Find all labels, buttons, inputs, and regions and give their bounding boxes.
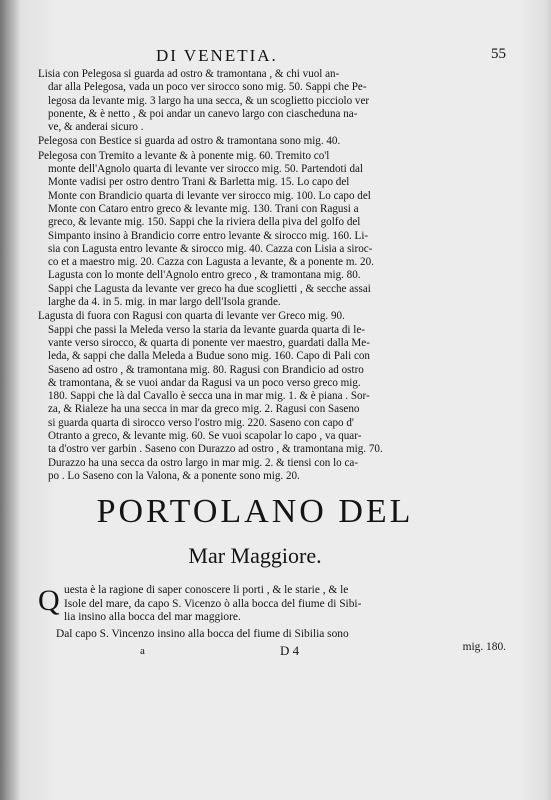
section-title: PORTOLANO DEL	[96, 493, 414, 530]
text-line: ta d'ostro ver garbin . Saseno con Durazzo ad ostro , & tramontana mig. 70.	[48, 443, 383, 456]
paragraph	[38, 68, 508, 134]
running-title: DI VENETIA.	[156, 46, 278, 65]
text-line: Lagusta con lo monte dell'Agnolo entro greco , & tramontana mig. 80.	[48, 269, 361, 282]
text-line: Sappi che passi la Meleda verso la staria da levante guarda quarta di le-	[48, 323, 365, 336]
text-line: Monte con Cataro entro greco & levante mig. 130. Trani con Ragusi a	[48, 202, 359, 215]
text-line: Durazzo ha una secca da ostro largo in mar mig. 2. & tiensi con lo ca-	[48, 456, 359, 469]
text-line: 180. Sappi che là dal Cavallo è secca una in mar mig. 1. & è piana . Sor-	[48, 390, 370, 403]
text-line: si guarda quarta di sirocco verso l'ostro mig. 220. Saseno con capo d'	[48, 416, 354, 429]
text-line: Simpanto insino à Brandicio corre entro levante & sirocco mig. 160. Li-	[48, 229, 369, 242]
text-line: Monte con Brandicio quarta di levante ver sirocco mig. 100. Lo capo del	[48, 189, 371, 202]
page-number: 55	[491, 46, 506, 62]
signature-mark-a: a	[140, 645, 145, 657]
text-line: po . Lo Saseno con la Valona, & a ponente sono mig. 20.	[48, 469, 300, 482]
signature-mark-d: D 4	[280, 643, 300, 658]
text-line: Otranto a greco, & levante mig. 60. Se vuoi scapolar lo capo , va quar-	[48, 430, 362, 443]
text-line: Pelegosa con Tremito a levante & à ponente mig. 60. Tremito co'l	[38, 149, 330, 162]
text-line: ponente, & è netto , & poi andar un canevo largo con ciascheduna na-	[48, 107, 358, 120]
text-line: Lagusta di fuora con Ragusi con quarta di levante ver Greco mig. 90.	[38, 310, 345, 323]
closing-distance: mig. 180.	[462, 641, 506, 653]
text-line: leda, & sappi che dalla Meleda a Budue sono mig. 160. Capo di Pali con	[48, 350, 370, 363]
text-line: legosa da levante mig. 3 largo ha una secca, & un scoglietto picciolo ver	[48, 94, 370, 107]
gutter-shadow	[0, 0, 20, 800]
text-line: Saseno ad ostro , & tramontana mig. 80. Ragusi con Brandicio ad ostro	[48, 363, 364, 376]
section-subtitle: Mar Maggiore.	[188, 543, 322, 568]
paragraph	[38, 150, 508, 310]
text-line: Lisia con Pelegosa si guarda ad ostro & tramontana , & chi vuol an-	[38, 68, 340, 80]
text-line: co et a maestro mig. 20. Cazza con Lagusta a levante, & a ponente m. 20.	[48, 256, 374, 269]
text-line: greco, & levante mig. 150. Sappi che la riviera della piva del golfo del	[48, 216, 361, 229]
page-header	[36, 46, 516, 66]
paragraph	[38, 310, 508, 483]
paragraph	[38, 135, 508, 148]
text-line: Pelegosa con Bestice si guarda ad ostro & tramontana sono mig. 40.	[38, 135, 341, 148]
body-text	[38, 68, 508, 484]
text-line: za, & Rialeze ha una secca in mar da greco mig. 2. Ragusi con Saseno	[48, 403, 360, 416]
text-line: Sappi che Lagusta da levante ver greco ha due scoglietti , & secche assai	[48, 282, 371, 295]
text-line: dar alla Pelegosa, vada un poco ver sirocco sono mig. 50. Sappi che Pe-	[48, 81, 367, 94]
signature-marks	[140, 645, 340, 661]
text-line: & tramontana, & se vuoi andar da Ragusi va un poco verso greco mig.	[48, 376, 361, 389]
intro-line: lia insino alla bocca del mar maggiore.	[64, 611, 241, 624]
intro-line: Isole del mare, da capo S. Vicenzo ò alla bocca del fiume di Sibi-	[64, 597, 362, 610]
drop-cap: Q	[38, 584, 60, 617]
text-line: ve, & anderai sicuro .	[48, 121, 144, 134]
intro-paragraph	[38, 584, 508, 625]
closing-text: Dal capo S. Vincenzo insino alla bocca del fiume di Sibilia sono	[56, 628, 349, 640]
text-line: sia con Lagusta entro levante & sirocco mig. 40. Cazza con Lisia a siroc-	[48, 242, 373, 255]
text-line: Monte vadisi per ostro dentro Trani & Barletta mig. 15. Lo capo del	[48, 176, 350, 189]
text-line: vante verso sirocco, & quarta di ponente ver maestro, guardati dalla Me-	[48, 336, 370, 349]
intro-line: uesta è la ragione di saper conoscere li porti , & le starie , & le	[64, 584, 349, 596]
text-line: larghe da 4. in 5. mig. in mar largo dell'Isola grande.	[48, 296, 281, 309]
text-line: monte dell'Agnolo quarta di levante ver sirocco mig. 50. Partendoti dal	[48, 163, 364, 176]
